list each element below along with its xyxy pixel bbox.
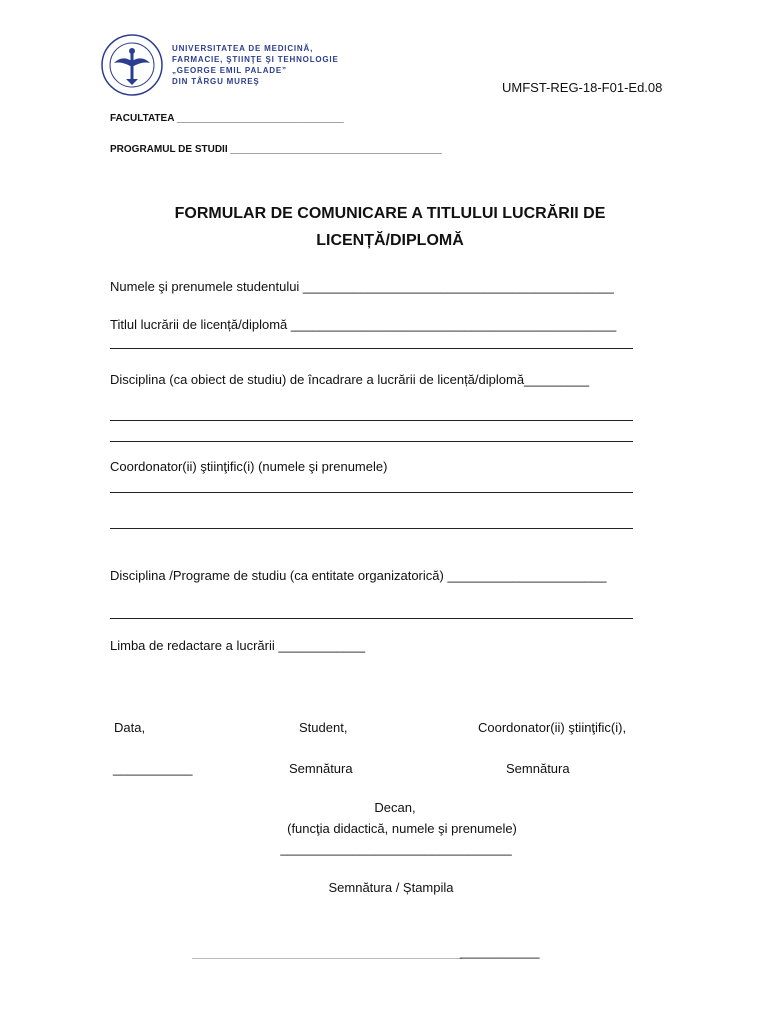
university-logo: [100, 33, 164, 97]
university-name: [172, 43, 339, 87]
university-line-4: DIN TÂRGU MUREŞ: [172, 77, 260, 86]
footer-divider: [192, 958, 462, 959]
student-name-field: Numele şi prenumele studentului ___________________________________________: [110, 279, 614, 294]
coordinator-field: Coordonator(ii) ştiinţific(i) (numele şi prenumele): [110, 459, 388, 474]
coordinator-line-1: [110, 492, 633, 493]
footer-blank: ___________: [460, 944, 540, 959]
university-line-3: „GEORGE EMIL PALADE”: [172, 66, 287, 75]
thesis-title-field: Titlul lucrării de licență/diplomă _____________________________________________: [110, 317, 617, 332]
university-seal-icon: [100, 33, 164, 97]
student-label: Student,: [299, 720, 348, 735]
discipline-line-1: [110, 420, 633, 421]
discipline-field: Disciplina (ca obiect de studiu) de încadrare a lucrării de licență/diplomă_________: [110, 372, 590, 387]
signature-stamp-label: Semnătura / Ștampila: [328, 880, 454, 895]
date-label: Data,: [114, 720, 146, 735]
coordinator-signature-label: Semnătura: [506, 761, 570, 776]
date-blank: ___________: [113, 761, 193, 776]
form-title-line-1: FORMULAR DE COMUNICARE A TITLULUI LUCRĂRII DE: [174, 205, 606, 222]
student-signature-label: Semnătura: [289, 761, 353, 776]
dean-detail: (funcţia didactică, numele şi prenumele): [287, 821, 517, 836]
program-field: PROGRAMUL DE STUDII ______________________________________: [110, 144, 442, 155]
dean-blank: ________________________________: [280, 841, 512, 856]
discipline-line-2: [110, 441, 633, 442]
faculty-field: FACULTATEA ______________________________: [110, 113, 344, 124]
program-discipline-line: [110, 618, 633, 619]
university-line-2: FARMACIE, ŞTIINŢE ŞI TEHNOLOGIE: [172, 55, 339, 64]
document-code: UMFST-REG-18-F01-Ed.08: [502, 80, 663, 95]
dean-label: Decan,: [374, 800, 416, 815]
form-title-line-2: LICENȚĂ/DIPLOMĂ: [316, 232, 464, 249]
thesis-title-line: [110, 348, 633, 349]
coordinator-line-2: [110, 528, 633, 529]
language-field: Limba de redactare a lucrării ____________: [110, 638, 366, 653]
coordinator-label: Coordonator(ii) ştiinţific(i),: [478, 720, 627, 735]
university-line-1: UNIVERSITATEA DE MEDICINĂ,: [172, 44, 314, 53]
program-discipline-field: Disciplina /Programe de studiu (ca entitate organizatorică) ______________________: [110, 568, 607, 583]
